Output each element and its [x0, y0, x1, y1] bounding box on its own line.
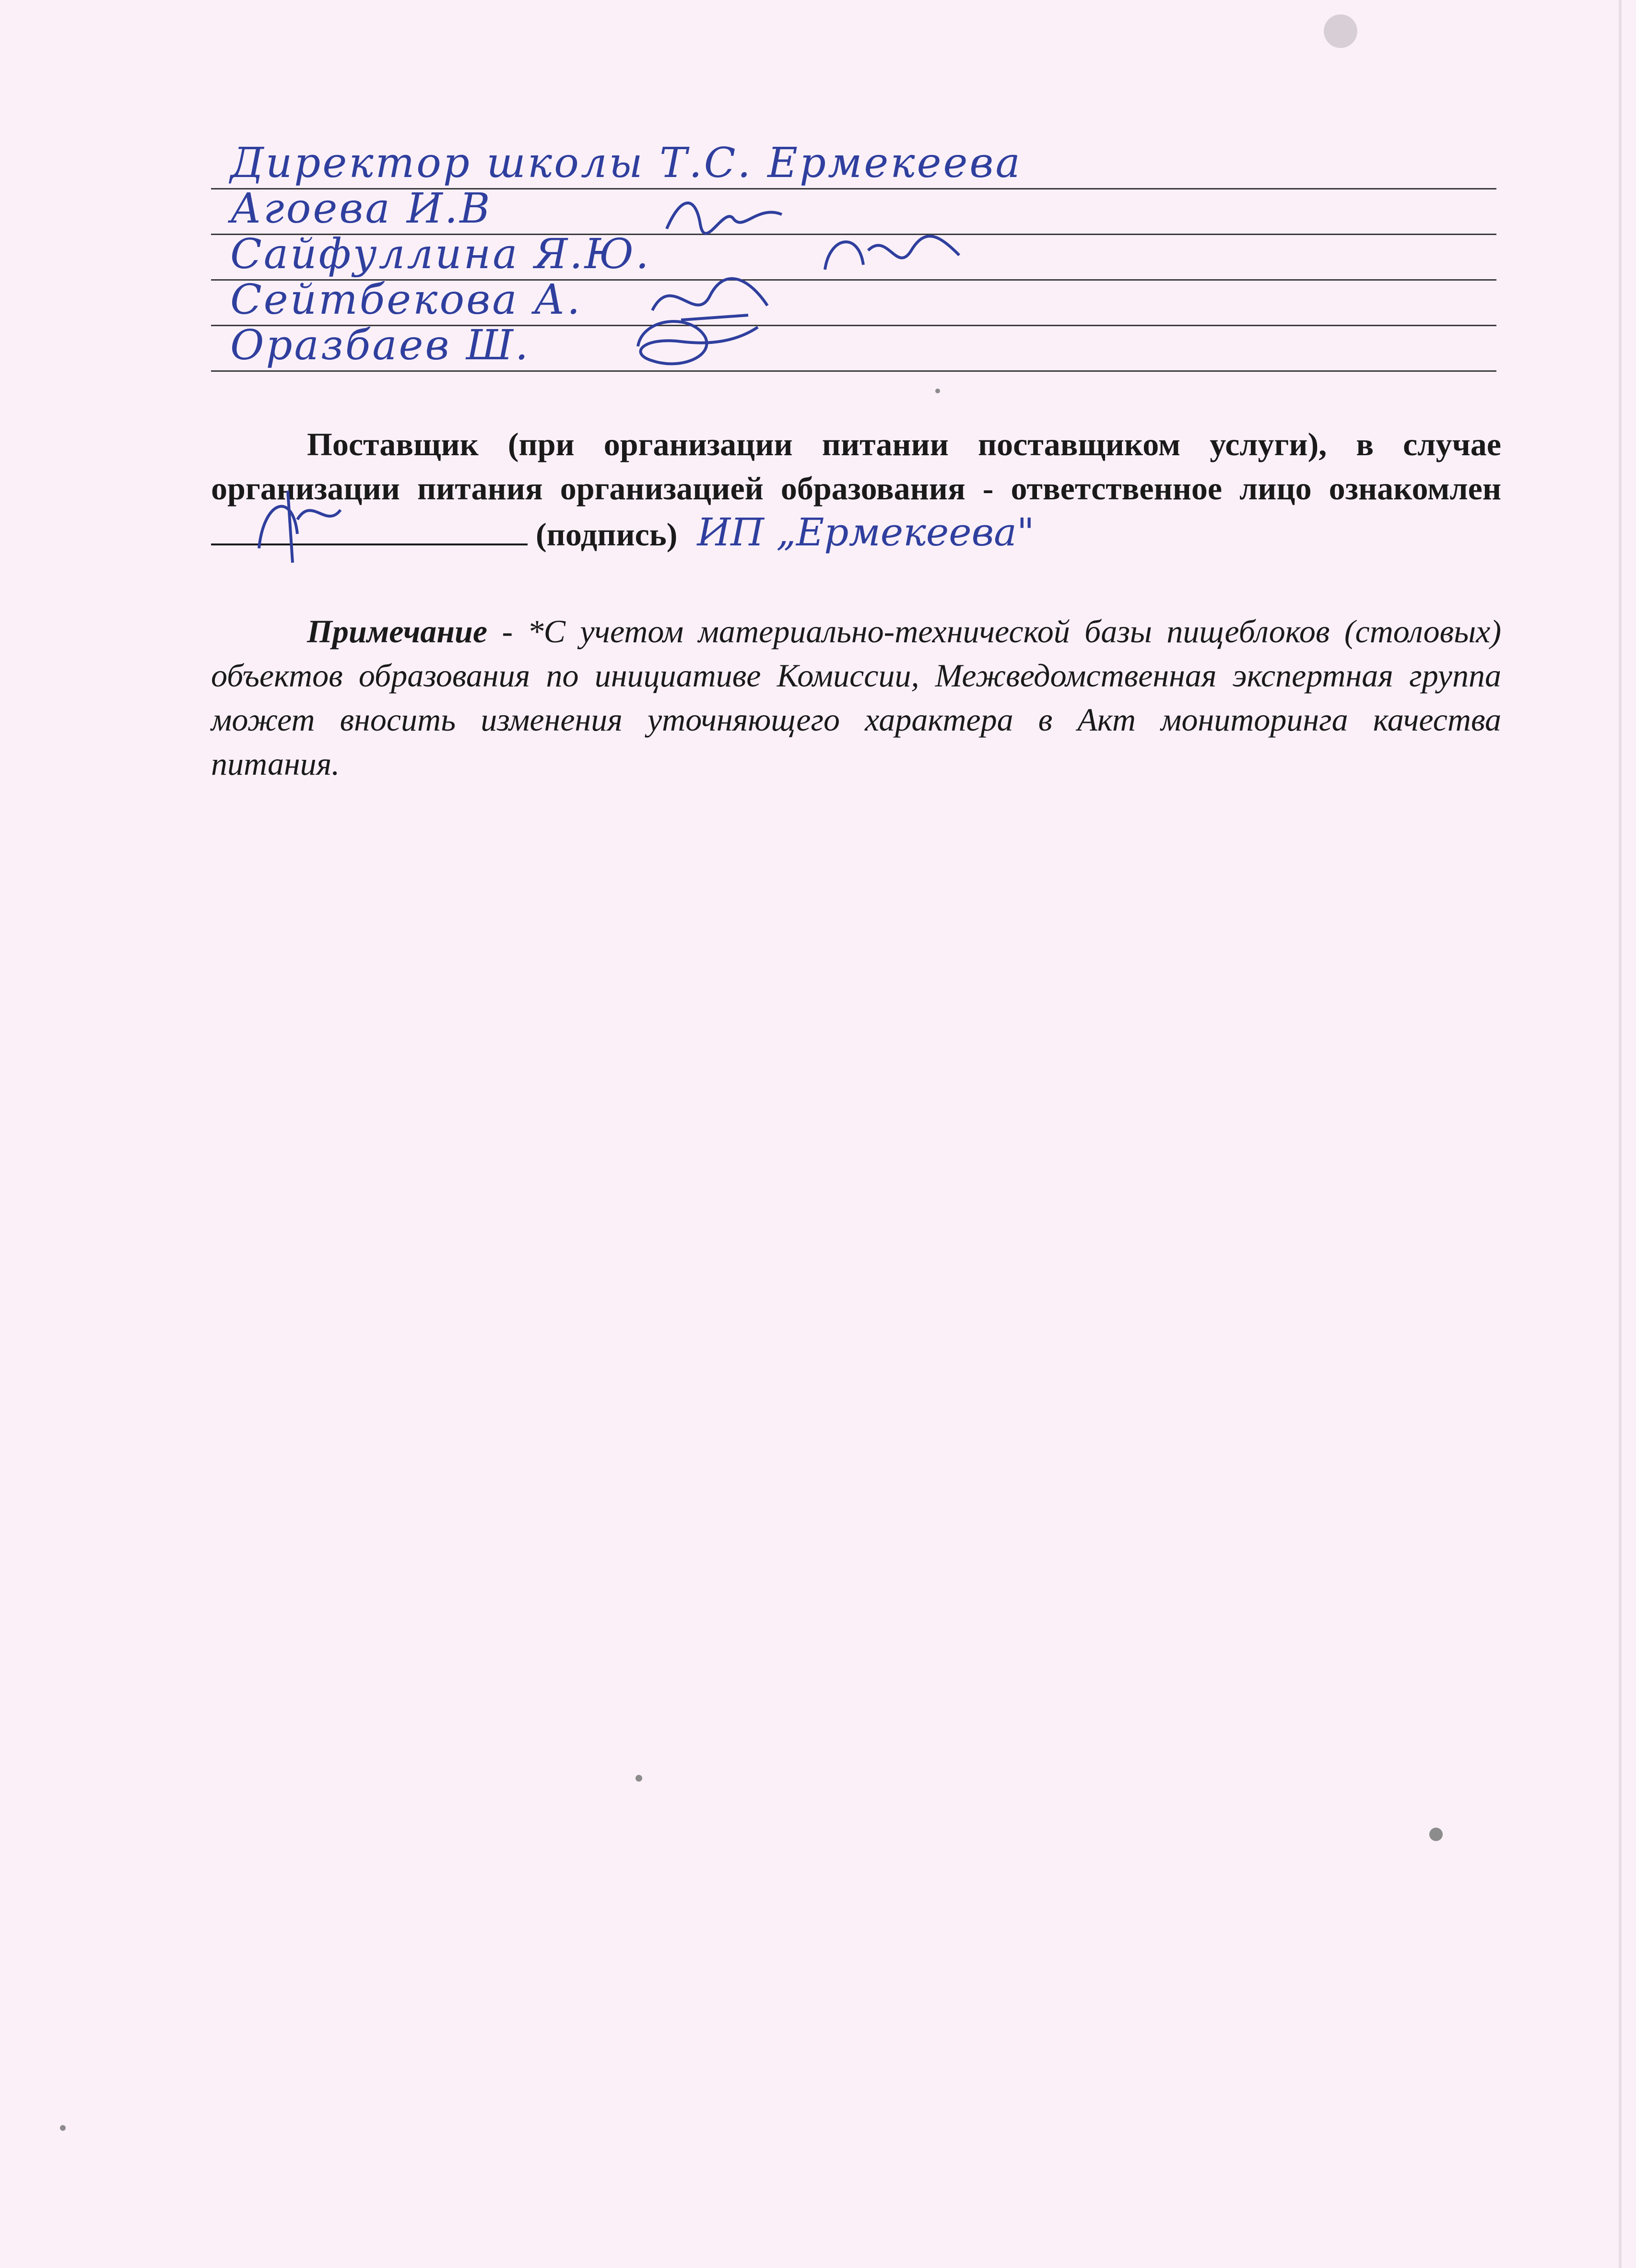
handwritten-entry: Агоева И.В: [230, 185, 492, 233]
scan-speck: [1429, 1828, 1443, 1841]
supplier-acknowledgement: [211, 422, 1501, 556]
signature-line: [211, 230, 1496, 281]
note-label: Примечание: [307, 613, 488, 650]
signature-line: [211, 276, 1496, 326]
handwritten-entry: Оразбаев Ш.: [230, 321, 530, 369]
scan-speck: [636, 1775, 642, 1782]
signature-line: [211, 321, 1496, 372]
scan-speck: [60, 2125, 66, 2131]
supplier-signature-scribble: [240, 481, 355, 567]
scan-speck: [1324, 14, 1357, 48]
handwritten-entry: Директор школы Т.С. Ермекеева: [230, 139, 1022, 187]
signature-caption: (подпись): [536, 516, 678, 553]
handwritten-entry: Сейтбекова А.: [230, 276, 582, 324]
signature-scribble: [624, 308, 767, 380]
commission-signatures: [211, 139, 1496, 372]
note-paragraph: [211, 609, 1501, 786]
signature-line: [211, 139, 1496, 189]
signature-field: [211, 515, 528, 545]
signature-scribble: [662, 186, 787, 243]
scan-speck: [935, 389, 940, 393]
supplier-text: Поставщик (при организации питании поставщиком услуги), в случае организации питания организацией образования - ответственное лицо ознакомлен: [211, 426, 1501, 507]
note-text: - *С учетом материально-технической базы пищеблоков (столовых) объектов образования по инициативе Комиссии, Межведомственная экспертная группа может вносить изменения уточняющего характера в Акт мониторинга качества питания.: [211, 613, 1501, 782]
handwritten-entry: Сайфуллина Я.Ю.: [230, 230, 651, 278]
handwritten-supplier-name: ИП „Ермекеева": [697, 510, 1035, 555]
signature-scribble: [815, 222, 969, 289]
page-edge: [1619, 0, 1622, 2268]
